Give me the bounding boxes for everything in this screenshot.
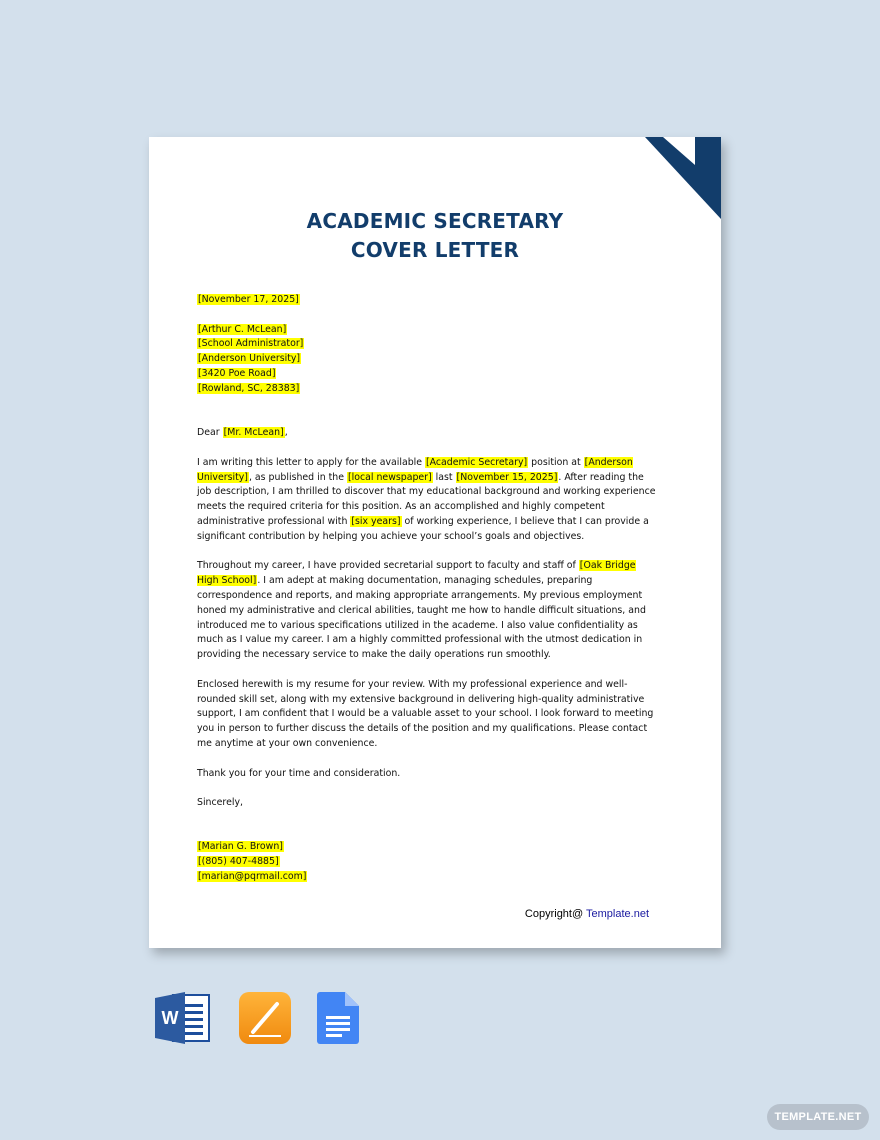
letter-page bbox=[149, 137, 721, 948]
job-title: [Academic Secretary] bbox=[426, 456, 528, 468]
school-name: [Anderson University] bbox=[197, 456, 633, 483]
pages-icon[interactable] bbox=[239, 992, 291, 1044]
recipient-block bbox=[197, 323, 657, 397]
recipient-position: [School Administrator] bbox=[198, 338, 304, 350]
copyright-link[interactable]: Template.net bbox=[586, 908, 649, 920]
previous-employer: [Oak Bridge High School] bbox=[197, 560, 636, 587]
experience-years: [six years] bbox=[351, 515, 401, 527]
recipient-city: [Rowland, SC, 28383] bbox=[198, 382, 300, 394]
svg-text:W: W bbox=[161, 1008, 179, 1028]
sender-block bbox=[197, 840, 657, 884]
publication-date: [November 15, 2025] bbox=[456, 471, 558, 483]
recipient-name: [Arthur C. McLean] bbox=[198, 323, 287, 335]
closing-thanks: Thank you for your time and consideration. bbox=[197, 767, 401, 779]
recipient-organization: [Anderson University] bbox=[198, 353, 301, 365]
date: [November 17, 2025] bbox=[198, 294, 299, 305]
salutation: Dear [Mr. McLean], bbox=[197, 427, 288, 439]
title-line-2: COVER LETTER bbox=[350, 238, 520, 262]
google-docs-icon[interactable] bbox=[317, 992, 359, 1044]
watermark-badge: TEMPLATE.NET bbox=[767, 1104, 869, 1130]
salutation-name: [Mr. McLean] bbox=[223, 427, 284, 439]
date-block bbox=[197, 293, 657, 308]
paragraph-2: Throughout my career, I have provided secretarial support to faculty and staff of [Oak Bridge High School]. I am adept at making documentation, managing schedules, preparing correspondence and reports, and making appropriate arrangements. My previous employment honed my administrative and clerical abilities, taught me how to handle difficult situations, and introduced me to various specifications utilized in the academe. I also value confidentiality as much as I value my career. I am a highly committed professional with the utmost dedication in providing the necessary service to make the daily operations run smoothly. bbox=[197, 560, 646, 661]
sender-name: [Marian G. Brown] bbox=[198, 841, 283, 853]
publication: [local newspaper] bbox=[348, 471, 432, 483]
paragraph-3: Enclosed herewith is my resume for your review. With my professional experience and well-rounded skill set, along with my extensive background in delivering high-quality administrative support, I am confident that I would be a valuable asset to your school. I look forward to meeting you in person to further discuss the details of the position and my qualifications. Please contact me anytime at your own convenience. bbox=[197, 678, 654, 749]
copyright: Copyright@ Template.net bbox=[524, 908, 649, 920]
closing: Sincerely, bbox=[197, 797, 243, 809]
title-line-1: ACADEMIC SECRETARY bbox=[306, 209, 564, 233]
sender-phone: [(805) 407-4885] bbox=[198, 856, 279, 868]
paragraph-1: I am writing this letter to apply for the available [Academic Secretary] position at [Anderson University], as published in the [local newspaper] last [November 15, 2025]. After reading the job description, I am thrilled to discover that my educational background and working experience meets the required criteria for this position. As an accomplished and highly competent administrative professional with [six years] of working experience, I believe that I can provide a significant contribution by helping you achieve your school’s goals and objectives. bbox=[197, 456, 656, 542]
word-icon[interactable] bbox=[155, 992, 211, 1044]
letter-body bbox=[197, 293, 657, 885]
page-title bbox=[149, 207, 721, 265]
sender-email: [marian@pqrmail.com] bbox=[198, 871, 307, 883]
recipient-street: [3420 Poe Road] bbox=[198, 367, 276, 379]
